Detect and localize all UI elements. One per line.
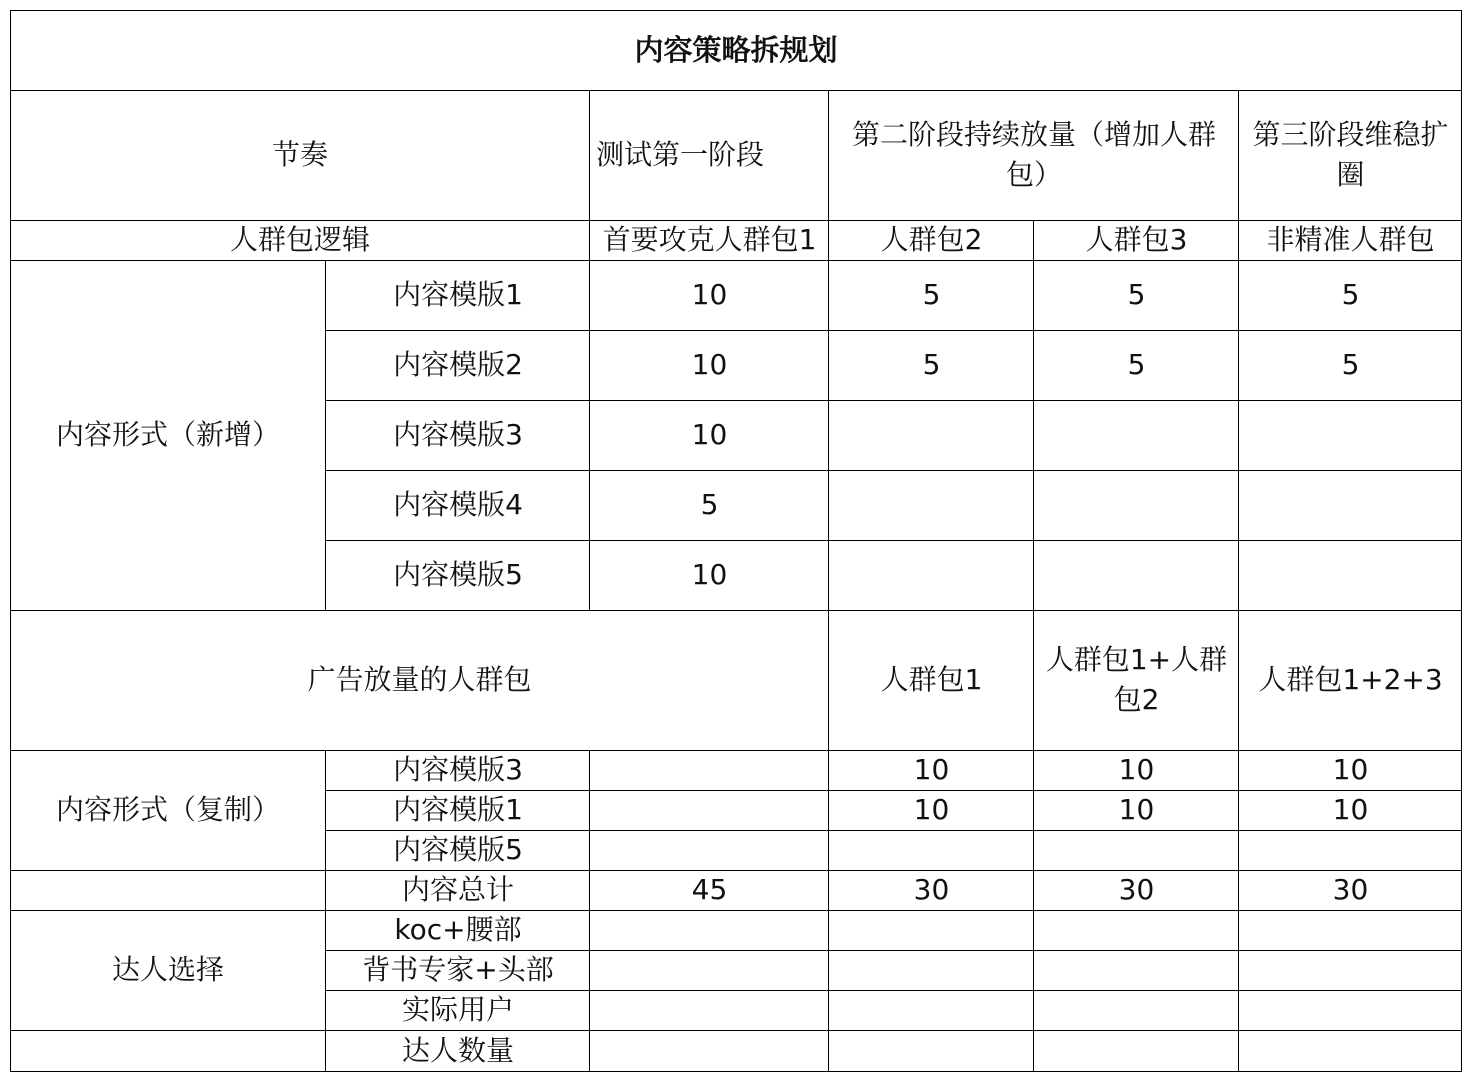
- grid-line: [10, 1071, 1462, 1072]
- value-cell: 10: [1118, 753, 1155, 786]
- sheet-title: 内容策略拆规划: [634, 33, 838, 67]
- value-cell: 10: [691, 278, 728, 311]
- kol-type-cell: koc+腰部: [394, 913, 522, 946]
- template-cell: 内容模版2: [393, 348, 523, 381]
- ad-crowd-label: 广告放量的人群包: [307, 663, 532, 696]
- value-cell: 5: [1127, 278, 1146, 311]
- ad-crowd-cell: 人群包1: [880, 663, 983, 696]
- ad-crowd-cell: 人群包1+人群包2: [1045, 643, 1228, 716]
- value-cell: 10: [1332, 793, 1369, 826]
- value-cell: 5: [1127, 348, 1146, 381]
- spreadsheet: [10, 10, 1462, 1072]
- value-cell: 10: [691, 348, 728, 381]
- crowd-logic-cell: 非精准人群包: [1266, 223, 1435, 256]
- kol-count-label: 达人数量: [401, 1033, 514, 1067]
- value-cell: 5: [1341, 278, 1360, 311]
- value-cell: 5: [922, 278, 941, 311]
- template-cell: 内容模版1: [393, 278, 523, 311]
- template-cell: 内容模版5: [393, 558, 523, 591]
- kol-type-cell: 实际用户: [401, 993, 514, 1026]
- value-cell: 10: [691, 558, 728, 591]
- value-cell: 10: [913, 753, 950, 786]
- template-cell: 内容模版4: [393, 488, 523, 521]
- crowd-logic-cell: 人群包3: [1085, 223, 1188, 256]
- total-cell: 45: [691, 873, 728, 906]
- template-cell: 内容模版3: [393, 418, 523, 451]
- stage1-header: 测试第一阶段: [596, 138, 765, 171]
- rhythm-header: 节奏: [271, 138, 328, 171]
- kol-label: 达人选择: [111, 953, 224, 986]
- total-label: 内容总计: [401, 873, 514, 906]
- grid-line: [10, 1030, 1462, 1031]
- value-cell: 10: [913, 793, 950, 826]
- template-cell: 内容模版3: [393, 753, 523, 786]
- stage2-header: 第二阶段持续放量（增加人群包）: [851, 118, 1216, 191]
- value-cell: 5: [700, 488, 719, 521]
- crowd-logic-label: 人群包逻辑: [229, 223, 370, 256]
- value-cell: 10: [691, 418, 728, 451]
- stage3-header: 第三阶段维稳扩圈: [1252, 118, 1449, 191]
- value-cell: 5: [1341, 348, 1360, 381]
- value-cell: 10: [1118, 793, 1155, 826]
- new-content-label: 内容形式（新增）: [55, 418, 280, 451]
- total-cell: 30: [913, 873, 950, 906]
- crowd-logic-cell: 首要攻克人群包1: [602, 223, 817, 256]
- ad-crowd-cell: 人群包1+2+3: [1258, 663, 1443, 696]
- value-cell: 5: [922, 348, 941, 381]
- template-cell: 内容模版5: [393, 833, 523, 866]
- template-cell: 内容模版1: [393, 793, 523, 826]
- copied-content-label: 内容形式（复制）: [55, 793, 280, 826]
- crowd-logic-cell: 人群包2: [880, 223, 983, 256]
- total-cell: 30: [1332, 873, 1369, 906]
- total-cell: 30: [1118, 873, 1155, 906]
- value-cell: 10: [1332, 753, 1369, 786]
- kol-type-cell: 背书专家+头部: [362, 953, 554, 986]
